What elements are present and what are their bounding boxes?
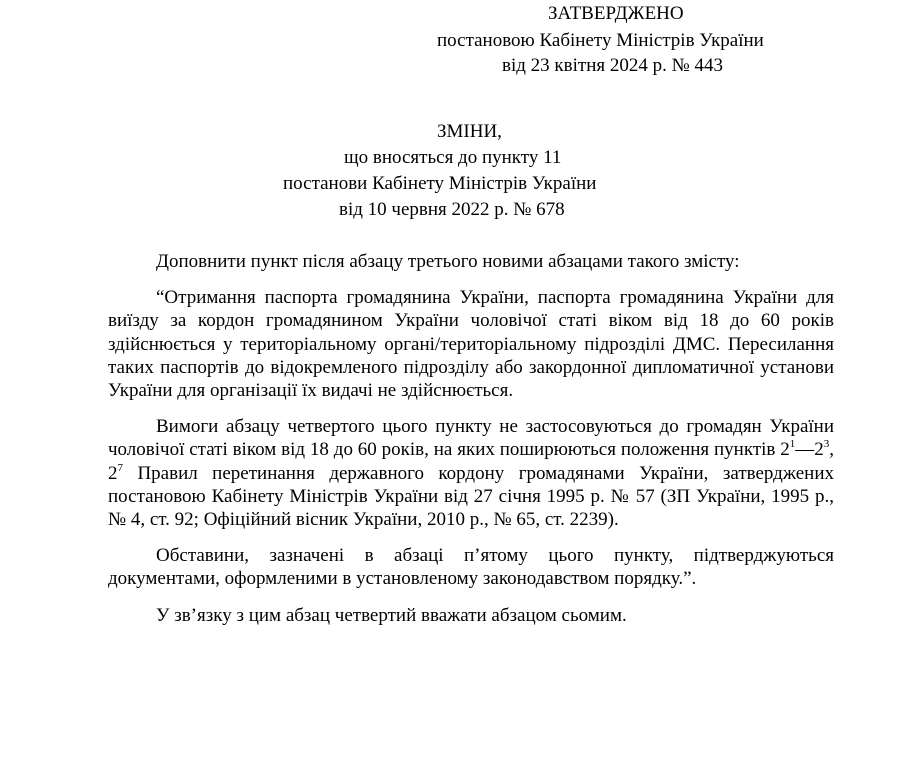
- approval-line-resolution: постановою Кабінету Міністрів України: [437, 30, 764, 51]
- changes-title: ЗМІНИ,: [437, 121, 502, 142]
- paragraph-renumbering: У зв’язку з цим абзац четвертий вважати абзацом сьомим.: [156, 604, 627, 626]
- exemption-comma: , 2: [108, 439, 834, 484]
- exemption-text-b: Правил перетинання державного кордону громадянами України, затверджених постановою Кабінету Міністрів України від 27 січня 1995 р. № 57 (ЗП України, 1995 р., № 4, ст. 92; Офіційний вісник України, 2010 р., № 65, ст. 2239).: [108, 462, 834, 531]
- changes-subtitle-line1: що вносяться до пункту 11: [344, 147, 562, 168]
- paragraph-circumstances: Обставини, зазначені в абзаці п’ятому цього пункту, підтверджуються документами, оформленими в установленому законодавством порядку.”.: [108, 545, 834, 590]
- exemption-dash: —2: [795, 439, 824, 461]
- approval-line-date: від 23 квітня 2024 р. № 443: [502, 55, 723, 76]
- paragraph-exemption: [108, 415, 834, 531]
- paragraph-passport-issuance: “Отримання паспорта громадянина України, паспорта громадянина України для виїзду за кордон громадянином України чоловічої статі віком від 18 до 60 років здійснюється у територіальному органі/територіальному підрозділі ДМС. Пересилання таких паспортів до відокремленого підрозділу або закордонної дипломатичної установи України для організації їх видачі не здійснюється.: [108, 287, 834, 402]
- changes-subtitle-line3: від 10 червня 2022 р. № 678: [339, 199, 565, 220]
- superscript-3: 3: [823, 438, 830, 451]
- changes-subtitle-line2: постанови Кабінету Міністрів України: [283, 173, 597, 194]
- approval-heading: ЗАТВЕРДЖЕНО: [548, 3, 684, 24]
- paragraph-amendment-intro: Доповнити пункт після абзацу третього новими абзацами такого змісту:: [156, 251, 740, 272]
- superscript-7: 7: [117, 461, 123, 474]
- superscript-1: 1: [789, 438, 796, 451]
- document-body: [108, 250, 834, 627]
- exemption-text-a: Вимоги абзацу четвертого цього пункту не застосовуються до громадян України чоловічої статі віком від 18 до 60 років, на яких поширюються положення пунктів 2: [108, 416, 834, 461]
